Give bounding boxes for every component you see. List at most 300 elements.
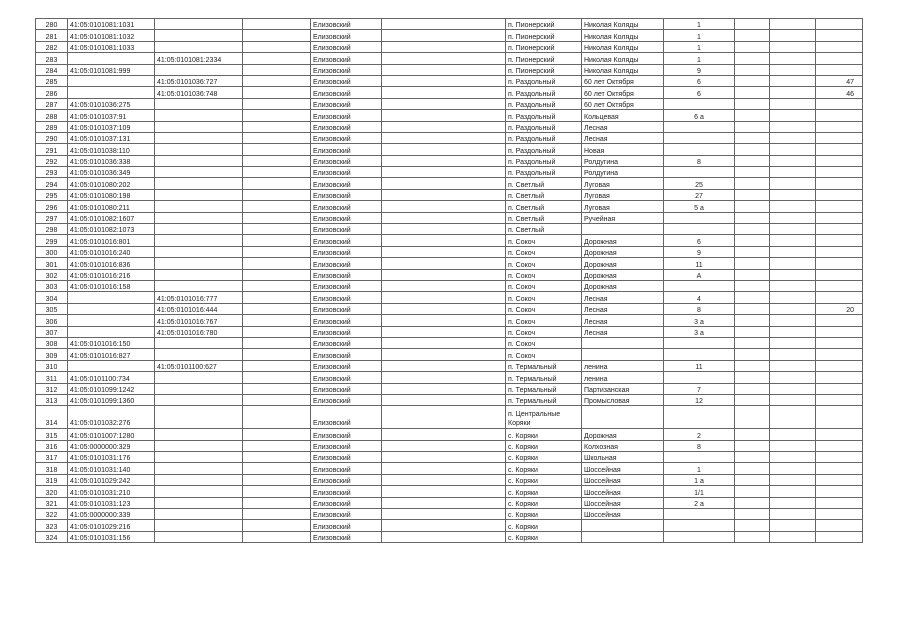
cadastral-number-cell: 41:05:0101031:140 — [68, 463, 155, 474]
settlement-cell: с. Коряки — [506, 440, 582, 451]
apartment-number-cell — [816, 30, 863, 41]
empty-cell — [770, 429, 816, 440]
empty-cell — [735, 98, 770, 109]
empty-cell — [243, 212, 311, 223]
street-cell — [582, 531, 664, 542]
settlement-cell: с. Коряки — [506, 486, 582, 497]
empty-cell — [735, 440, 770, 451]
empty-cell — [770, 349, 816, 360]
table-row — [36, 75, 863, 86]
empty-cell — [770, 53, 816, 64]
row-number: 285 — [36, 75, 68, 86]
row-number: 316 — [36, 440, 68, 451]
street-cell: Ролдугина — [582, 155, 664, 166]
empty-cell — [382, 132, 506, 143]
cadastral-number-secondary-cell — [155, 212, 243, 223]
empty-cell — [770, 110, 816, 121]
apartment-number-cell — [816, 19, 863, 30]
empty-cell — [735, 280, 770, 291]
apartment-number-cell — [816, 326, 863, 337]
street-cell — [582, 520, 664, 531]
empty-cell — [735, 246, 770, 257]
settlement-cell: п. Пионерский — [506, 64, 582, 75]
settlement-cell: п. Раздольный — [506, 75, 582, 86]
cadastral-number-secondary-cell: 41:05:0101016:780 — [155, 326, 243, 337]
table-row — [36, 440, 863, 451]
empty-cell — [735, 372, 770, 383]
empty-cell — [243, 224, 311, 235]
table-row — [36, 224, 863, 235]
empty-cell — [735, 463, 770, 474]
apartment-number-cell — [816, 144, 863, 155]
apartment-number-cell — [816, 531, 863, 542]
cadastral-number-secondary-cell — [155, 144, 243, 155]
property-register-table — [35, 18, 863, 543]
settlement-cell: п. Раздольный — [506, 121, 582, 132]
house-number-cell: 5 а — [664, 201, 735, 212]
district-cell: Елизовский — [311, 224, 382, 235]
district-cell: Елизовский — [311, 360, 382, 371]
empty-cell — [735, 167, 770, 178]
district-cell: Елизовский — [311, 394, 382, 405]
empty-cell — [382, 41, 506, 52]
district-cell: Елизовский — [311, 349, 382, 360]
empty-cell — [243, 258, 311, 269]
cadastral-number-secondary-cell — [155, 98, 243, 109]
settlement-cell: п. Светлый — [506, 224, 582, 235]
street-cell — [582, 337, 664, 348]
settlement-cell: с. Коряки — [506, 474, 582, 485]
row-number: 282 — [36, 41, 68, 52]
cadastral-number-cell: 41:05:0101080:198 — [68, 189, 155, 200]
empty-cell — [770, 201, 816, 212]
district-cell: Елизовский — [311, 167, 382, 178]
table-row — [36, 258, 863, 269]
table-row — [36, 167, 863, 178]
settlement-cell: п. Сокоч — [506, 303, 582, 314]
empty-cell — [735, 406, 770, 429]
street-cell: Луговая — [582, 189, 664, 200]
street-cell: Дорожная — [582, 429, 664, 440]
apartment-number-cell — [816, 474, 863, 485]
empty-cell — [735, 53, 770, 64]
empty-cell — [735, 224, 770, 235]
empty-cell — [735, 144, 770, 155]
cadastral-number-secondary-cell — [155, 178, 243, 189]
street-cell: ленина — [582, 360, 664, 371]
table-row — [36, 144, 863, 155]
district-cell: Елизовский — [311, 75, 382, 86]
row-number: 307 — [36, 326, 68, 337]
empty-cell — [770, 258, 816, 269]
empty-cell — [770, 509, 816, 520]
district-cell: Елизовский — [311, 41, 382, 52]
empty-cell — [735, 349, 770, 360]
table-row — [36, 19, 863, 30]
district-cell: Елизовский — [311, 303, 382, 314]
empty-cell — [243, 429, 311, 440]
table-row — [36, 315, 863, 326]
cadastral-number-cell: 41:05:0101016:827 — [68, 349, 155, 360]
district-cell: Елизовский — [311, 87, 382, 98]
street-cell: Лесная — [582, 303, 664, 314]
street-cell: 60 лет Октября — [582, 98, 664, 109]
district-cell: Елизовский — [311, 497, 382, 508]
street-cell: Луговая — [582, 201, 664, 212]
cadastral-number-cell: 41:05:0101016:240 — [68, 246, 155, 257]
settlement-cell: п. Термальный — [506, 394, 582, 405]
cadastral-number-cell: 41:05:0101099:1360 — [68, 394, 155, 405]
empty-cell — [770, 178, 816, 189]
cadastral-number-cell: 41:05:0101080:211 — [68, 201, 155, 212]
empty-cell — [382, 64, 506, 75]
empty-cell — [770, 19, 816, 30]
settlement-cell: п. Раздольный — [506, 132, 582, 143]
empty-cell — [382, 406, 506, 429]
apartment-number-cell — [816, 121, 863, 132]
house-number-cell: 6 — [664, 75, 735, 86]
settlement-cell: п. Центральные Коряки — [506, 406, 582, 429]
cadastral-number-cell: 41:05:0101029:216 — [68, 520, 155, 531]
empty-cell — [382, 75, 506, 86]
cadastral-number-cell: 41:05:0101080:202 — [68, 178, 155, 189]
cadastral-number-cell: 41:05:0101081:1031 — [68, 19, 155, 30]
empty-cell — [735, 360, 770, 371]
cadastral-number-secondary-cell — [155, 520, 243, 531]
table-row — [36, 520, 863, 531]
cadastral-number-cell: 41:05:0101016:801 — [68, 235, 155, 246]
district-cell: Елизовский — [311, 212, 382, 223]
street-cell — [582, 224, 664, 235]
empty-cell — [770, 474, 816, 485]
empty-cell — [382, 372, 506, 383]
district-cell: Елизовский — [311, 121, 382, 132]
settlement-cell: с. Коряки — [506, 463, 582, 474]
cadastral-number-secondary-cell — [155, 155, 243, 166]
cadastral-number-secondary-cell — [155, 64, 243, 75]
empty-cell — [243, 531, 311, 542]
row-number: 303 — [36, 280, 68, 291]
settlement-cell: с. Коряки — [506, 497, 582, 508]
row-number: 288 — [36, 110, 68, 121]
apartment-number-cell — [816, 292, 863, 303]
row-number: 308 — [36, 337, 68, 348]
settlement-cell: п. Светлый — [506, 201, 582, 212]
house-number-cell: 12 — [664, 394, 735, 405]
house-number-cell: 1 — [664, 30, 735, 41]
street-cell: Лесная — [582, 121, 664, 132]
cadastral-number-secondary-cell: 41:05:0101081:2334 — [155, 53, 243, 64]
empty-cell — [735, 292, 770, 303]
empty-cell — [382, 178, 506, 189]
street-cell: Шоссейная — [582, 463, 664, 474]
house-number-cell: 1 — [664, 41, 735, 52]
empty-cell — [382, 87, 506, 98]
table-row — [36, 486, 863, 497]
empty-cell — [735, 326, 770, 337]
empty-cell — [735, 394, 770, 405]
empty-cell — [735, 212, 770, 223]
table-row — [36, 110, 863, 121]
district-cell: Елизовский — [311, 53, 382, 64]
empty-cell — [382, 258, 506, 269]
empty-cell — [770, 531, 816, 542]
cadastral-number-secondary-cell — [155, 337, 243, 348]
street-cell: Промысловая — [582, 394, 664, 405]
cadastral-number-secondary-cell — [155, 224, 243, 235]
empty-cell — [243, 246, 311, 257]
cadastral-number-secondary-cell — [155, 41, 243, 52]
empty-cell — [382, 246, 506, 257]
cadastral-number-secondary-cell — [155, 189, 243, 200]
row-number: 322 — [36, 509, 68, 520]
row-number: 287 — [36, 98, 68, 109]
table-row — [36, 121, 863, 132]
house-number-cell — [664, 531, 735, 542]
empty-cell — [735, 520, 770, 531]
empty-cell — [243, 326, 311, 337]
table-row — [36, 292, 863, 303]
apartment-number-cell — [816, 212, 863, 223]
district-cell: Елизовский — [311, 110, 382, 121]
row-number: 299 — [36, 235, 68, 246]
house-number-cell — [664, 121, 735, 132]
settlement-cell: п. Раздольный — [506, 144, 582, 155]
table-row — [36, 303, 863, 314]
house-number-cell — [664, 98, 735, 109]
house-number-cell: 9 — [664, 64, 735, 75]
cadastral-number-secondary-cell — [155, 121, 243, 132]
row-number: 293 — [36, 167, 68, 178]
empty-cell — [382, 53, 506, 64]
row-number: 320 — [36, 486, 68, 497]
empty-cell — [735, 452, 770, 463]
cadastral-number-cell: 41:05:0101031:176 — [68, 452, 155, 463]
cadastral-number-cell: 41:05:0101032:276 — [68, 406, 155, 429]
empty-cell — [770, 235, 816, 246]
empty-cell — [382, 189, 506, 200]
table-row — [36, 132, 863, 143]
house-number-cell — [664, 509, 735, 520]
settlement-cell: с. Коряки — [506, 429, 582, 440]
apartment-number-cell: 46 — [816, 87, 863, 98]
cadastral-number-secondary-cell — [155, 509, 243, 520]
district-cell: Елизовский — [311, 178, 382, 189]
empty-cell — [243, 486, 311, 497]
house-number-cell: 8 — [664, 440, 735, 451]
table-row — [36, 406, 863, 429]
cadastral-number-secondary-cell — [155, 110, 243, 121]
empty-cell — [382, 360, 506, 371]
cadastral-number-cell: 41:05:0101036:275 — [68, 98, 155, 109]
row-number: 315 — [36, 429, 68, 440]
settlement-cell: п. Сокоч — [506, 246, 582, 257]
empty-cell — [243, 292, 311, 303]
cadastral-number-secondary-cell — [155, 383, 243, 394]
district-cell: Елизовский — [311, 258, 382, 269]
settlement-cell: п. Светлый — [506, 212, 582, 223]
empty-cell — [382, 235, 506, 246]
empty-cell — [382, 280, 506, 291]
apartment-number-cell — [816, 337, 863, 348]
empty-cell — [770, 440, 816, 451]
street-cell: Лесная — [582, 326, 664, 337]
settlement-cell: п. Сокоч — [506, 349, 582, 360]
empty-cell — [770, 64, 816, 75]
table-row — [36, 269, 863, 280]
cadastral-number-secondary-cell — [155, 531, 243, 542]
settlement-cell: п. Раздольный — [506, 98, 582, 109]
settlement-cell: п. Сокоч — [506, 326, 582, 337]
cadastral-number-secondary-cell — [155, 474, 243, 485]
empty-cell — [382, 474, 506, 485]
empty-cell — [735, 531, 770, 542]
empty-cell — [770, 87, 816, 98]
apartment-number-cell — [816, 41, 863, 52]
row-number: 289 — [36, 121, 68, 132]
row-number: 296 — [36, 201, 68, 212]
table-body — [36, 19, 863, 543]
cadastral-number-cell: 41:05:0101029:242 — [68, 474, 155, 485]
apartment-number-cell — [816, 406, 863, 429]
row-number: 304 — [36, 292, 68, 303]
house-number-cell: 7 — [664, 383, 735, 394]
house-number-cell — [664, 349, 735, 360]
row-number: 292 — [36, 155, 68, 166]
empty-cell — [735, 269, 770, 280]
apartment-number-cell — [816, 167, 863, 178]
empty-cell — [243, 303, 311, 314]
empty-cell — [382, 212, 506, 223]
empty-cell — [735, 64, 770, 75]
cadastral-number-cell: 41:05:0101037:109 — [68, 121, 155, 132]
apartment-number-cell — [816, 189, 863, 200]
table-row — [36, 337, 863, 348]
apartment-number-cell — [816, 315, 863, 326]
empty-cell — [770, 132, 816, 143]
apartment-number-cell — [816, 383, 863, 394]
apartment-number-cell — [816, 110, 863, 121]
empty-cell — [770, 315, 816, 326]
empty-cell — [243, 372, 311, 383]
empty-cell — [243, 19, 311, 30]
street-cell: Кольцевая — [582, 110, 664, 121]
empty-cell — [770, 224, 816, 235]
cadastral-number-cell — [68, 315, 155, 326]
row-number: 321 — [36, 497, 68, 508]
cadastral-number-secondary-cell — [155, 429, 243, 440]
street-cell: Ручейная — [582, 212, 664, 223]
street-cell: Дорожная — [582, 246, 664, 257]
street-cell: Школьная — [582, 452, 664, 463]
district-cell: Елизовский — [311, 326, 382, 337]
empty-cell — [770, 292, 816, 303]
table-row — [36, 155, 863, 166]
district-cell: Елизовский — [311, 520, 382, 531]
house-number-cell — [664, 452, 735, 463]
settlement-cell: п. Сокоч — [506, 258, 582, 269]
row-number: 319 — [36, 474, 68, 485]
settlement-cell: п. Сокоч — [506, 269, 582, 280]
cadastral-number-secondary-cell: 41:05:0101036:727 — [155, 75, 243, 86]
row-number: 311 — [36, 372, 68, 383]
empty-cell — [243, 155, 311, 166]
cadastral-number-cell: 41:05:0101036:338 — [68, 155, 155, 166]
house-number-cell: 9 — [664, 246, 735, 257]
empty-cell — [770, 486, 816, 497]
table-row — [36, 474, 863, 485]
empty-cell — [382, 167, 506, 178]
table-row — [36, 383, 863, 394]
empty-cell — [735, 315, 770, 326]
empty-cell — [382, 98, 506, 109]
empty-cell — [770, 75, 816, 86]
empty-cell — [770, 280, 816, 291]
cadastral-number-cell: 41:05:0101016:150 — [68, 337, 155, 348]
empty-cell — [770, 452, 816, 463]
empty-cell — [770, 98, 816, 109]
empty-cell — [243, 394, 311, 405]
house-number-cell: 4 — [664, 292, 735, 303]
cadastral-number-secondary-cell — [155, 19, 243, 30]
empty-cell — [243, 440, 311, 451]
row-number: 305 — [36, 303, 68, 314]
house-number-cell: 8 — [664, 155, 735, 166]
cadastral-number-secondary-cell — [155, 406, 243, 429]
apartment-number-cell — [816, 372, 863, 383]
cadastral-number-cell — [68, 326, 155, 337]
table-row — [36, 394, 863, 405]
street-cell: Шоссейная — [582, 497, 664, 508]
table-row — [36, 360, 863, 371]
apartment-number-cell — [816, 463, 863, 474]
row-number: 302 — [36, 269, 68, 280]
cadastral-number-cell — [68, 360, 155, 371]
apartment-number-cell — [816, 360, 863, 371]
row-number: 294 — [36, 178, 68, 189]
district-cell: Елизовский — [311, 144, 382, 155]
empty-cell — [735, 189, 770, 200]
empty-cell — [382, 349, 506, 360]
empty-cell — [735, 19, 770, 30]
cadastral-number-secondary-cell — [155, 394, 243, 405]
empty-cell — [382, 486, 506, 497]
cadastral-number-cell: 41:05:0101082:1073 — [68, 224, 155, 235]
empty-cell — [735, 30, 770, 41]
settlement-cell: п. Пионерский — [506, 19, 582, 30]
house-number-cell: 6 — [664, 87, 735, 98]
house-number-cell: 27 — [664, 189, 735, 200]
empty-cell — [243, 509, 311, 520]
empty-cell — [735, 41, 770, 52]
district-cell: Елизовский — [311, 509, 382, 520]
empty-cell — [382, 463, 506, 474]
district-cell: Елизовский — [311, 531, 382, 542]
empty-cell — [735, 486, 770, 497]
settlement-cell: п. Светлый — [506, 189, 582, 200]
district-cell: Елизовский — [311, 19, 382, 30]
cadastral-number-cell: 41:05:0101082:1607 — [68, 212, 155, 223]
cadastral-number-secondary-cell — [155, 30, 243, 41]
empty-cell — [382, 520, 506, 531]
empty-cell — [770, 212, 816, 223]
empty-cell — [243, 235, 311, 246]
empty-cell — [382, 497, 506, 508]
empty-cell — [735, 497, 770, 508]
district-cell: Елизовский — [311, 132, 382, 143]
settlement-cell: п. Термальный — [506, 383, 582, 394]
apartment-number-cell — [816, 155, 863, 166]
